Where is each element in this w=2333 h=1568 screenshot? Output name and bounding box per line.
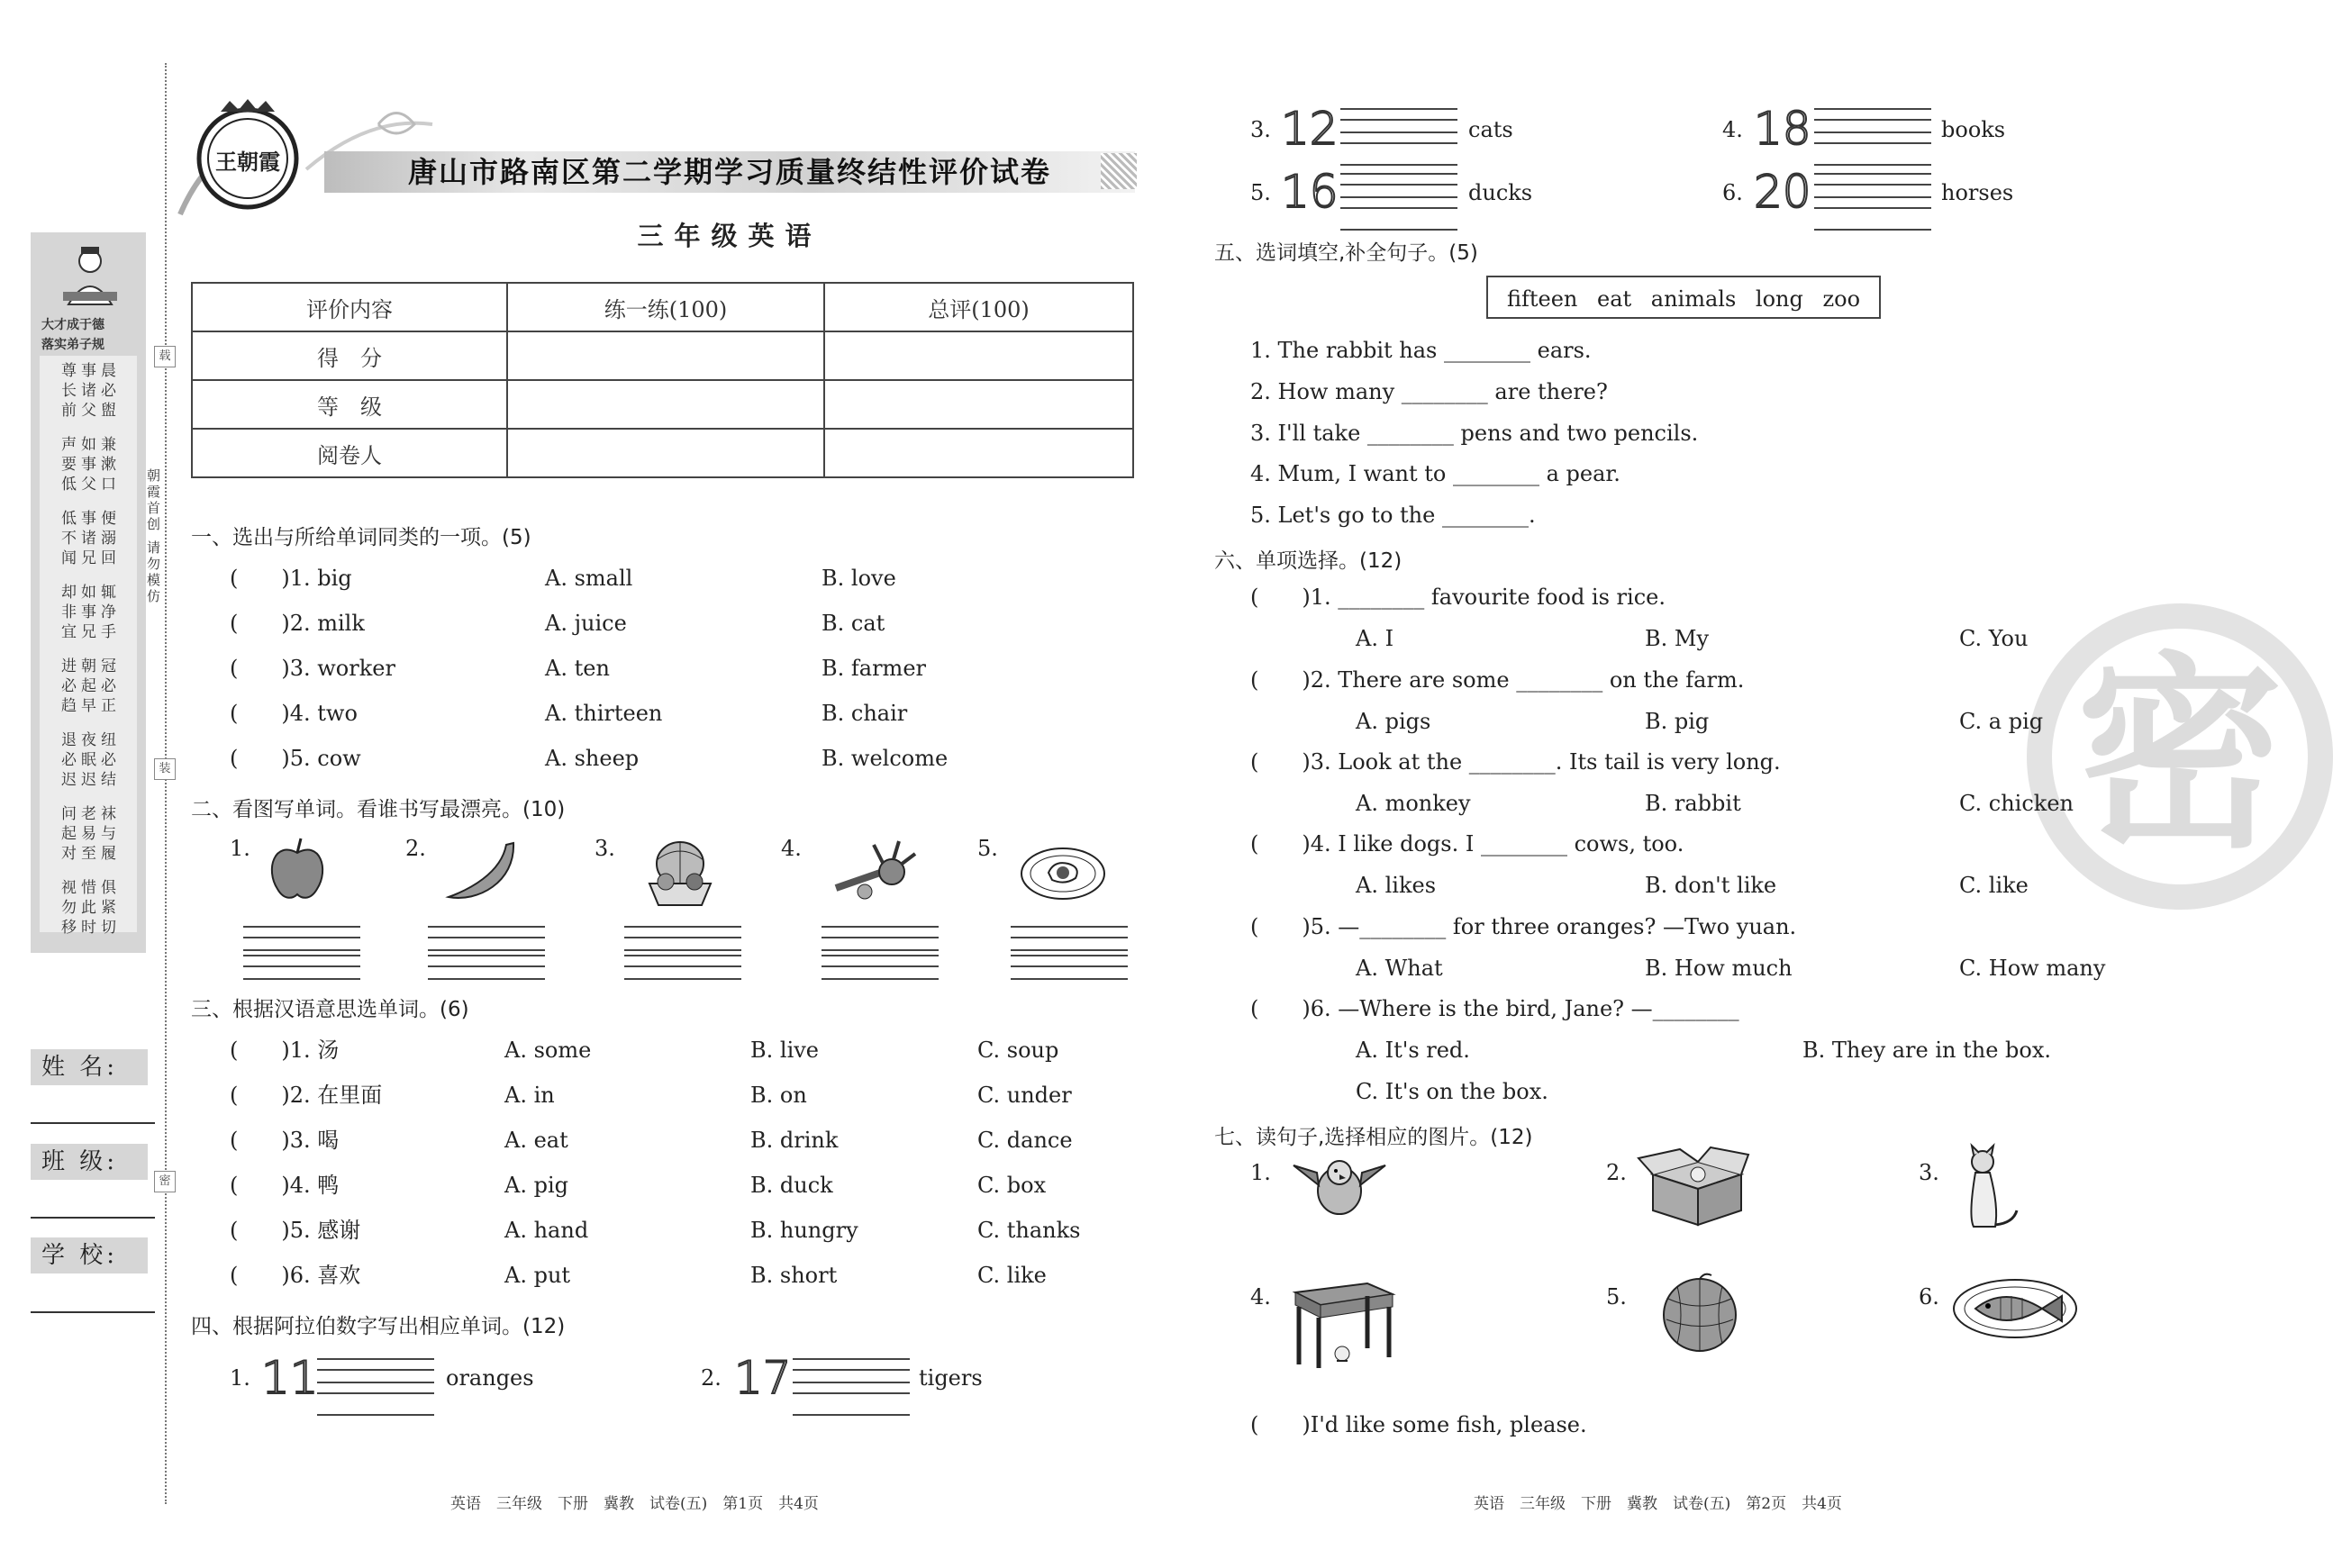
question-stem[interactable]: ( )2. 在里面 bbox=[230, 1083, 383, 1108]
proverb-col: 问起对 bbox=[58, 805, 76, 865]
copyright-seal: 朝霞首创 请勿模仿 bbox=[145, 468, 161, 605]
arabic-number: 18 bbox=[1754, 103, 1811, 155]
proverb-col: 却非宜 bbox=[58, 584, 76, 643]
table-cell: 等 级 bbox=[192, 380, 507, 429]
option-b: B. farmer bbox=[822, 656, 926, 681]
item-number: 1. bbox=[230, 1365, 250, 1391]
proverb-col: 冠必正 bbox=[97, 657, 115, 717]
proverb-col: 退必迟 bbox=[58, 731, 76, 791]
answer-lines[interactable] bbox=[793, 1358, 910, 1416]
option-a: A. pigs bbox=[1356, 709, 1431, 734]
option-a: A. hand bbox=[504, 1218, 589, 1243]
grade-field[interactable] bbox=[824, 380, 1133, 429]
class-label: 班 级: bbox=[31, 1144, 148, 1180]
item-number: 6. bbox=[1722, 180, 1743, 205]
proverb-col: 夜眠迟 bbox=[77, 731, 95, 791]
page-footer-right: 英语 三年级 下册 冀教 试卷(五) 第2页 共4页 bbox=[1474, 1495, 1842, 1513]
picture-sentence[interactable]: ( )I'd like some fish, please. bbox=[1250, 1412, 1587, 1437]
option-b: B. short bbox=[750, 1263, 838, 1288]
option-a: A. put bbox=[504, 1263, 571, 1288]
proverb-col: 老易至 bbox=[77, 805, 95, 865]
cat-sitting-icon[interactable] bbox=[1950, 1144, 2022, 1237]
binding-tag-bottom: 密 bbox=[154, 1171, 176, 1192]
fish-on-plate-icon[interactable] bbox=[1950, 1274, 2081, 1346]
fill-sentence[interactable]: 4. Mum, I want to ________ a pear. bbox=[1250, 461, 1620, 486]
answer-lines[interactable] bbox=[1814, 108, 1931, 166]
unit-word: books bbox=[1941, 117, 2006, 142]
school-label: 学 校: bbox=[31, 1237, 148, 1273]
section2-heading: 二、看图写单词。看谁书写最漂亮。(10) bbox=[191, 798, 566, 821]
word-bank: fifteen eat animals long zoo bbox=[1486, 276, 1881, 319]
answer-lines[interactable] bbox=[624, 926, 741, 980]
section7-heading: 七、读句子,选择相应的图片。(12) bbox=[1214, 1126, 1533, 1149]
option-c: C. box bbox=[977, 1173, 1047, 1198]
option-b: B. live bbox=[750, 1038, 820, 1063]
option-c: C. soup bbox=[977, 1038, 1059, 1063]
option-b: B. hungry bbox=[750, 1218, 858, 1243]
cut-line bbox=[165, 63, 167, 1504]
option-c: C. It's on the box. bbox=[1356, 1079, 1548, 1104]
option-c: C. You bbox=[1959, 626, 2029, 651]
question-stem[interactable]: ( )1. big bbox=[230, 566, 352, 591]
logo-text: 王朝霞 bbox=[215, 149, 280, 175]
unit-word: oranges bbox=[446, 1365, 534, 1391]
option-a: A. ten bbox=[545, 656, 610, 681]
option-a: A. juice bbox=[545, 611, 627, 636]
fill-sentence[interactable]: 2. How many ________ are there? bbox=[1250, 379, 1608, 404]
answer-lines[interactable] bbox=[1340, 173, 1457, 231]
option-a: A. sheep bbox=[545, 746, 640, 771]
vegetables-icon bbox=[829, 836, 919, 911]
option-b: B. love bbox=[822, 566, 896, 591]
answer-lines[interactable] bbox=[1011, 926, 1128, 980]
question-stem[interactable]: ( )2. There are some ________ on the farm. bbox=[1250, 667, 1745, 693]
unit-word: tigers bbox=[919, 1365, 983, 1391]
proverb-columns bbox=[49, 362, 139, 938]
option-a: A. monkey bbox=[1356, 791, 1471, 816]
arabic-number: 12 bbox=[1281, 103, 1339, 155]
school-field[interactable] bbox=[31, 1311, 155, 1313]
proverb-col: 如事兄 bbox=[77, 584, 95, 643]
option-c: C. dance bbox=[977, 1128, 1073, 1153]
open-box-with-cat-icon[interactable] bbox=[1635, 1144, 1752, 1233]
score-field[interactable] bbox=[824, 331, 1133, 380]
question-stem[interactable]: ( )5. cow bbox=[230, 746, 361, 771]
fill-sentence[interactable]: 3. I'll take ________ pens and two pencils. bbox=[1250, 421, 1699, 446]
option-c: C. under bbox=[977, 1083, 1072, 1108]
question-stem[interactable]: ( )3. Look at the ________. Its tail is very long. bbox=[1250, 749, 1781, 775]
section6-heading: 六、单项选择。(12) bbox=[1214, 549, 1403, 573]
question-stem[interactable]: ( )2. milk bbox=[230, 611, 365, 636]
arabic-number: 16 bbox=[1281, 166, 1339, 218]
name-label: 姓 名: bbox=[31, 1049, 148, 1085]
section5-heading: 五、选词填空,补全句子。(5) bbox=[1214, 241, 1478, 265]
option-b: B. cat bbox=[822, 611, 885, 636]
question-stem[interactable]: ( )6. 喜欢 bbox=[230, 1263, 361, 1288]
proverb-col: 便溺回 bbox=[97, 510, 115, 569]
picture-number: 5. bbox=[1606, 1284, 1627, 1310]
title-dots bbox=[1101, 153, 1137, 189]
table-row bbox=[192, 380, 1133, 429]
question-stem[interactable]: ( )5. 感谢 bbox=[230, 1218, 361, 1243]
proverb-col: 兼漱口 bbox=[97, 436, 115, 495]
picture-number: 4. bbox=[1250, 1284, 1271, 1310]
proverb-col: 朝起早 bbox=[77, 657, 95, 717]
table-cell: 阅卷人 bbox=[192, 429, 507, 477]
question-stem[interactable]: ( )3. worker bbox=[230, 656, 395, 681]
proverb-col: 声要低 bbox=[58, 436, 76, 495]
option-b: B. My bbox=[1645, 626, 1710, 651]
item-number: 5. bbox=[1250, 180, 1271, 205]
option-b: B. rabbit bbox=[1645, 791, 1741, 816]
option-c: C. chicken bbox=[1959, 791, 2074, 816]
answer-lines[interactable] bbox=[822, 926, 939, 980]
picture-number: 6. bbox=[1919, 1284, 1939, 1310]
bird-icon[interactable] bbox=[1290, 1146, 1389, 1230]
motto-line2: 落实弟子规 bbox=[41, 338, 104, 352]
section4-heading: 四、根据阿拉伯数字写出相应单词。(12) bbox=[191, 1315, 566, 1338]
section1-heading: 一、选出与所给单词同类的一项。(5) bbox=[191, 526, 531, 549]
class-field[interactable] bbox=[31, 1217, 155, 1219]
option-b: B. pig bbox=[1645, 709, 1710, 734]
banana-icon bbox=[441, 838, 522, 913]
option-a: A. It's red. bbox=[1356, 1038, 1470, 1063]
exam-title: 唐山市路南区第二学期学习质量终结性评价试卷 bbox=[407, 155, 1051, 189]
picture-number: 2. bbox=[405, 836, 426, 861]
item-number: 3. bbox=[1250, 117, 1271, 142]
proverb-col: 事诸兄 bbox=[77, 510, 95, 569]
question-stem[interactable]: ( )6. —Where is the bird, Jane? —________ bbox=[1250, 996, 1739, 1021]
motto-line1: 大才成于德 bbox=[41, 318, 104, 332]
item-number: 2. bbox=[701, 1365, 722, 1391]
proverb-col: 事诸父 bbox=[77, 362, 95, 421]
proverb-col: 袜与履 bbox=[97, 805, 115, 865]
option-c: C. a pig bbox=[1959, 709, 2044, 734]
answer-lines[interactable] bbox=[317, 1358, 434, 1416]
picture-number: 1. bbox=[1250, 1160, 1271, 1185]
table-with-cat-under-icon[interactable] bbox=[1288, 1274, 1396, 1373]
option-a: A. pig bbox=[504, 1173, 568, 1198]
egg-on-plate-icon bbox=[1018, 842, 1108, 909]
option-a: A. What bbox=[1356, 956, 1443, 981]
unit-word: cats bbox=[1468, 117, 1513, 142]
score-field[interactable] bbox=[507, 331, 824, 380]
picture-number: 3. bbox=[1919, 1160, 1939, 1185]
picture-number: 4. bbox=[781, 836, 802, 861]
table-row bbox=[192, 331, 1133, 380]
option-b: B. don't like bbox=[1645, 873, 1777, 898]
option-b: B. drink bbox=[750, 1128, 839, 1153]
proverb-col: 视勿移 bbox=[58, 879, 76, 938]
option-a: A. eat bbox=[504, 1128, 568, 1153]
option-c: C. How many bbox=[1959, 956, 2106, 981]
picture-number: 5. bbox=[977, 836, 998, 861]
fill-sentence[interactable]: 1. The rabbit has ________ ears. bbox=[1250, 338, 1592, 363]
table-header-row bbox=[192, 283, 1133, 331]
option-a: A. likes bbox=[1356, 873, 1437, 898]
proverb-col: 尊长前 bbox=[58, 362, 76, 421]
picture-number: 3. bbox=[595, 836, 615, 861]
table-cell: 练一练(100) bbox=[507, 283, 824, 331]
option-b: B. chair bbox=[822, 701, 908, 726]
grade-field[interactable] bbox=[507, 380, 824, 429]
question-stem[interactable]: ( )1. 汤 bbox=[230, 1038, 340, 1063]
question-stem[interactable]: ( )3. 喝 bbox=[230, 1128, 340, 1153]
proverb-col: 惜此时 bbox=[77, 879, 95, 938]
marker-field[interactable] bbox=[507, 429, 824, 477]
option-c: C. like bbox=[977, 1263, 1047, 1288]
option-b: B. They are in the box. bbox=[1802, 1038, 2052, 1063]
proverb-col: 俱紧切 bbox=[97, 879, 115, 938]
option-a: A. some bbox=[504, 1038, 592, 1063]
exam-subtitle: 三年级英语 bbox=[637, 221, 822, 251]
option-b: B. on bbox=[750, 1083, 807, 1108]
answer-lines[interactable] bbox=[428, 926, 545, 980]
picture-number: 2. bbox=[1606, 1160, 1627, 1185]
answer-lines[interactable] bbox=[243, 926, 360, 980]
fruit-basket-icon bbox=[644, 833, 716, 913]
arabic-number: 20 bbox=[1754, 166, 1811, 218]
option-b: B. duck bbox=[750, 1173, 833, 1198]
question-stem[interactable]: ( )4. 鸭 bbox=[230, 1173, 340, 1198]
option-a: A. I bbox=[1356, 626, 1394, 651]
option-a: A. small bbox=[545, 566, 633, 591]
option-a: A. thirteen bbox=[545, 701, 663, 726]
answer-lines[interactable] bbox=[1340, 108, 1457, 166]
evaluation-table bbox=[191, 282, 1134, 478]
table-row bbox=[192, 429, 1133, 477]
table-cell: 评价内容 bbox=[192, 283, 507, 331]
watermelon-icon[interactable] bbox=[1657, 1270, 1743, 1359]
page-footer-left: 英语 三年级 下册 冀教 试卷(五) 第1页 共4页 bbox=[450, 1495, 819, 1513]
proverb-col: 如事父 bbox=[77, 436, 95, 495]
unit-word: horses bbox=[1941, 180, 2014, 205]
table-cell: 总评(100) bbox=[824, 283, 1133, 331]
question-stem[interactable]: ( )5. —________ for three oranges? —Two yuan. bbox=[1250, 914, 1797, 939]
name-field[interactable] bbox=[31, 1122, 155, 1124]
answer-lines[interactable] bbox=[1814, 173, 1931, 231]
proverb-col: 纽必结 bbox=[97, 731, 115, 791]
question-stem[interactable]: ( )1. ________ favourite food is rice. bbox=[1250, 585, 1666, 610]
picture-number: 1. bbox=[230, 836, 250, 861]
arabic-number: 17 bbox=[734, 1352, 792, 1404]
option-c: C. thanks bbox=[977, 1218, 1081, 1243]
table-cell: 得 分 bbox=[192, 331, 507, 380]
scholar-icon bbox=[50, 241, 130, 313]
proverb-col: 晨必盥 bbox=[97, 362, 115, 421]
proverb-col: 低不闻 bbox=[58, 510, 76, 569]
watermark-text: 密 bbox=[2075, 636, 2283, 876]
question-stem[interactable]: ( )4. two bbox=[230, 701, 358, 726]
marker-field[interactable] bbox=[824, 429, 1133, 477]
unit-word: ducks bbox=[1468, 180, 1533, 205]
question-stem[interactable]: ( )4. I like dogs. I ________ cows, too. bbox=[1250, 831, 1684, 857]
option-b: B. How much bbox=[1645, 956, 1793, 981]
binding-tag-mid: 装 bbox=[154, 758, 176, 780]
fill-sentence[interactable]: 5. Let's go to the ________. bbox=[1250, 503, 1536, 528]
proverb-col: 辄净手 bbox=[97, 584, 115, 643]
item-number: 4. bbox=[1722, 117, 1743, 142]
binding-tag-top: 载 bbox=[154, 346, 176, 367]
apple-icon bbox=[261, 833, 333, 909]
option-c: C. like bbox=[1959, 873, 2029, 898]
option-b: B. welcome bbox=[822, 746, 949, 771]
proverb-col: 进必趋 bbox=[58, 657, 76, 717]
arabic-number: 11 bbox=[261, 1352, 319, 1404]
option-a: A. in bbox=[504, 1083, 555, 1108]
section3-heading: 三、根据汉语意思选单词。(6) bbox=[191, 998, 469, 1021]
watermark-stamp bbox=[2027, 603, 2333, 910]
